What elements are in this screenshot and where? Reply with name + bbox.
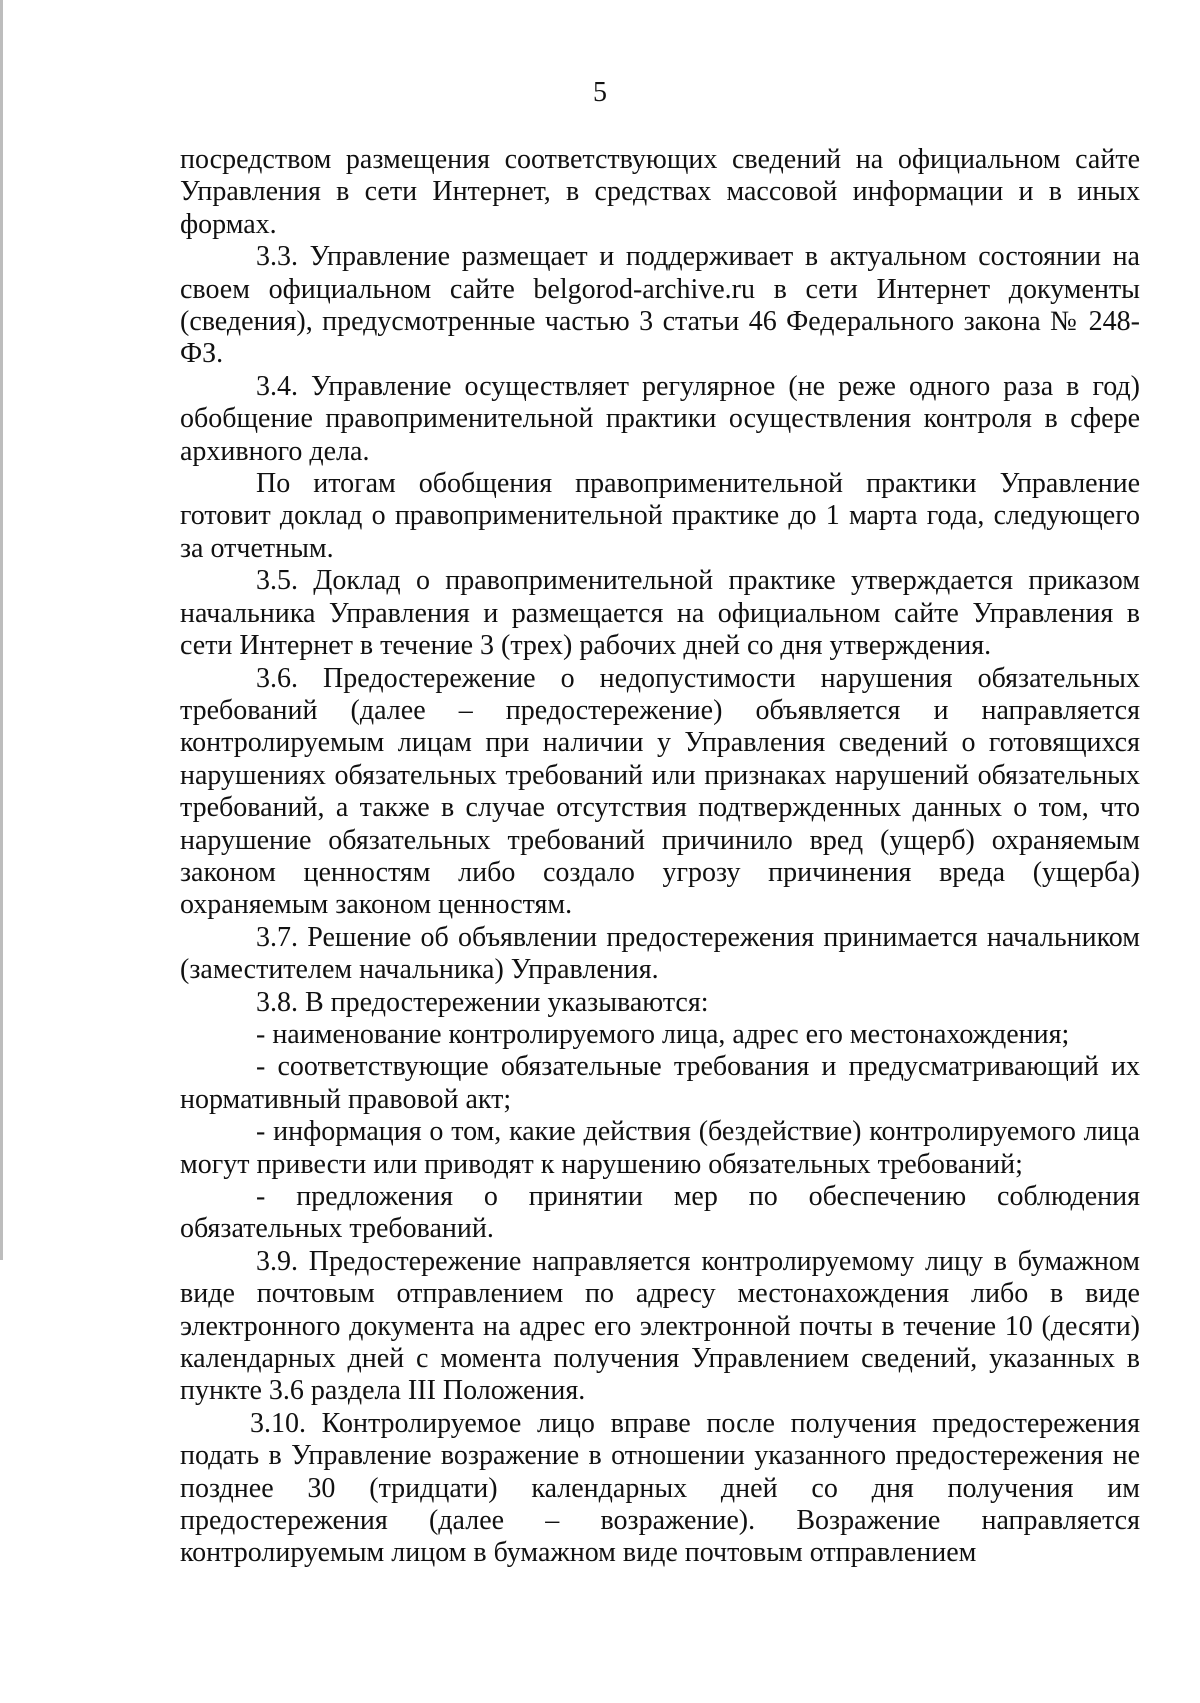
document-body [180,144,1140,1570]
paragraph-3-4-report: По итогам обобщения правоприменительной практики Управление готовит доклад о правоприменительной практике до 1 марта года, следующего за отчетным. [180,468,1140,564]
paragraph-3-10: 3.10. Контролируемое лицо вправе после получения предостережения подать в Управление возражение в отношении указанного предостережения не позднее 30 (тридцати) календарных дней со дня получения им предостережения (далее – возражение). Возражение направляется контролируемым лицом в бумажном виде почтовым отправлением [180,1407,1140,1569]
list-item-name-address: - наименование контролируемого лица, адрес его местонахождения; [256,1018,1070,1050]
scan-left-edge [0,0,3,1260]
paragraph-3-6: 3.6. Предостережение о недопустимости нарушения обязательных требований (далее – предостережение) объявляется и направляется контролируемым лицам при наличии у Управления сведений о готовящихся нарушениях обязательных требований или признаках нарушений обязательных требований, а также в случае отсутствия подтвержденных данных о том, что нарушение обязательных требований причинило вред (ущерб) охраняемым законом ценностям либо создало угрозу причинения вреда (ущерба) охраняемым законом ценностям. [180,662,1140,921]
paragraph-3-4: 3.4. Управление осуществляет регулярное (не реже одного раза в год) обобщение правоприменительной практики осуществления контроля в сфере архивного дела. [180,370,1140,467]
paragraph-continuation: посредством размещения соответствующих сведений на официальном сайте Управления в сети Интернет, в средствах массовой информации и в иных формах. [180,144,1140,240]
paragraph-3-9: 3.9. Предостережение направляется контролируемому лицу в бумажном виде почтовым отправлением по адресу местонахождения либо в виде электронного документа на адрес его электронной почты в течение 10 (десяти) календарных дней с момента получения Управлением сведений, указанных в пункте 3.6 раздела III Положения. [180,1245,1140,1407]
list-item-requirements: - соответствующие обязательные требования и предусматривающий их нормативный правовой акт; [180,1051,1140,1115]
list-item-proposals: - предложения о принятии мер по обеспечению соблюдения обязательных требований. [180,1181,1140,1245]
paragraph-3-7: 3.7. Решение об объявлении предостережения принимается начальником (заместителем начальника) Управления. [180,921,1140,986]
list-item-actions: - информация о том, какие действия (бездействие) контролируемого лица могут привести или приводят к нарушению обязательных требований; [180,1116,1140,1180]
paragraph-3-8: 3.8. В предостережении указываются: [256,986,709,1018]
paragraph-3-5: 3.5. Доклад о правоприменительной практике утверждается приказом начальника Управления и размещается на официальном сайте Управления в сети Интернет в течение 3 (трех) рабочих дней со дня утверждения. [180,565,1140,662]
paragraph-3-3: 3.3. Управление размещает и поддерживает в актуальном состоянии на своем официальном сайте belgorod-archive.ru в сети Интернет документы (сведения), предусмотренные частью 3 статьи 46 Федерального закона № 248- ФЗ. [180,241,1140,370]
page-number: 5 [593,77,607,108]
